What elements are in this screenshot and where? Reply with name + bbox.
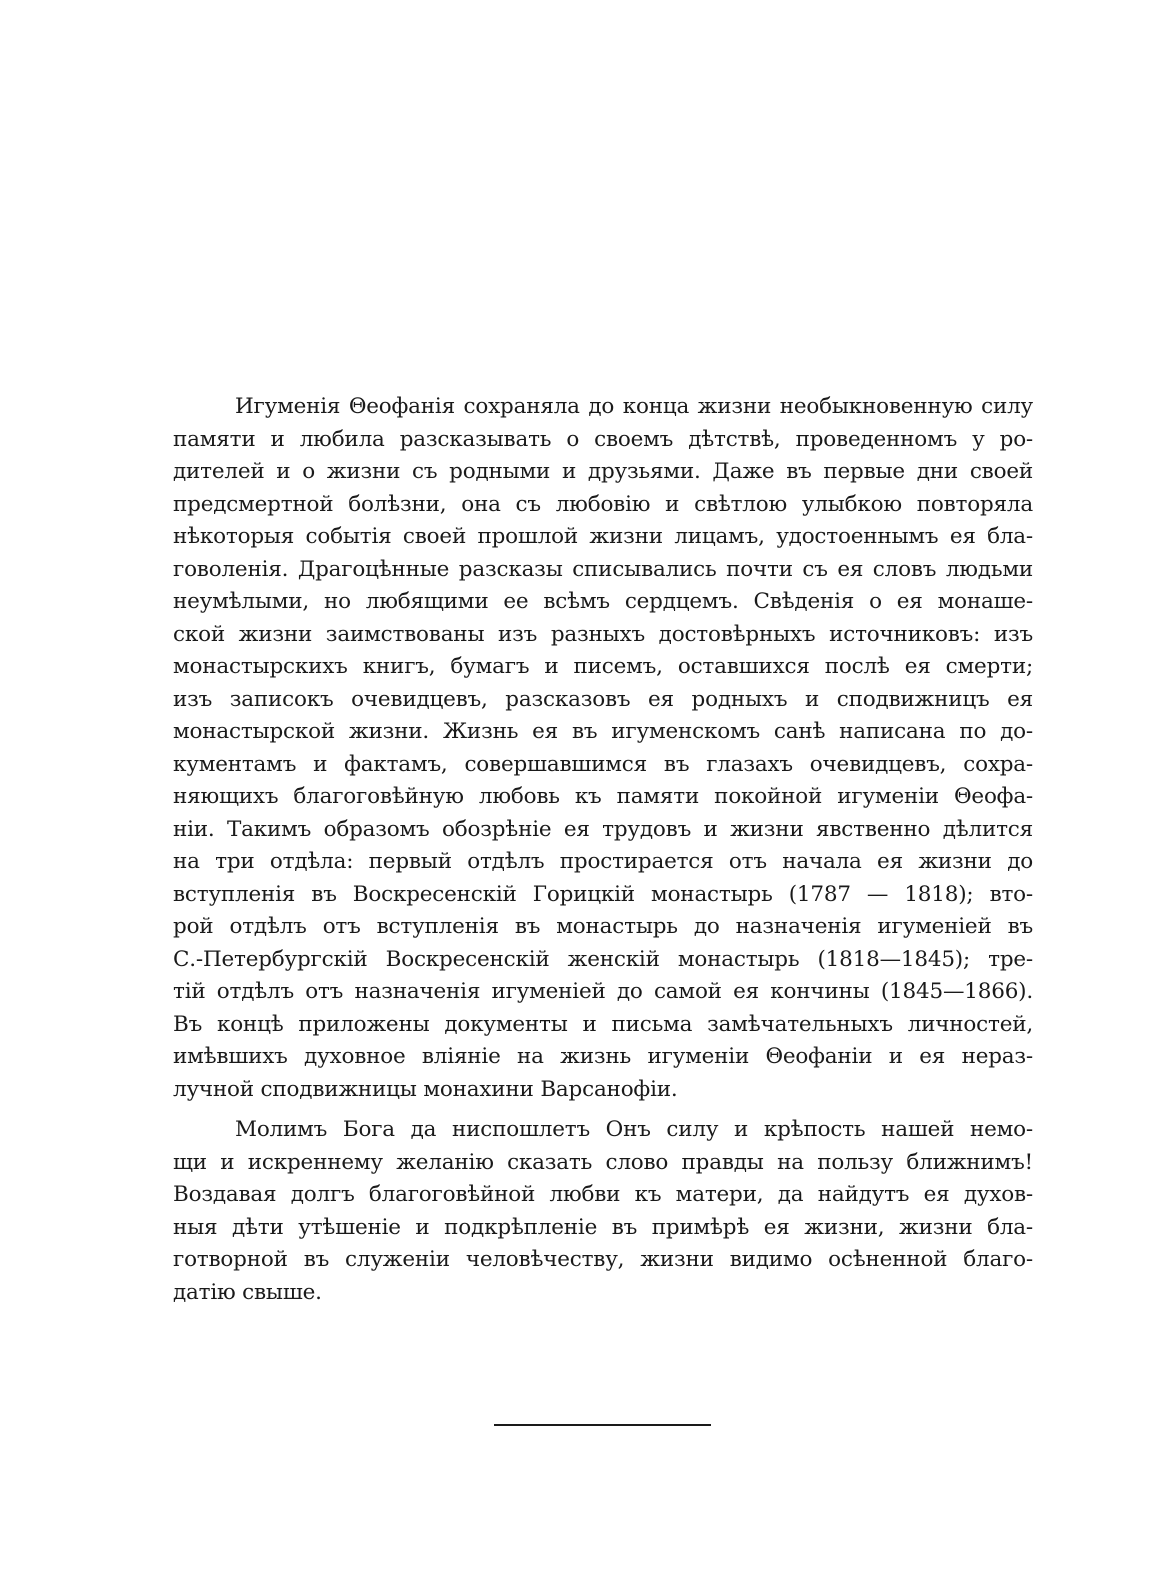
text-line: ніи. Такимъ образомъ обозрѣніе ея трудовъ и жизни явственно дѣлится [173, 816, 1033, 842]
text-line: монастырской жизни. Жизнь ея въ игуменскомъ санѣ написана по до- [173, 719, 1033, 744]
text-line: няющихъ благоговѣйную любовь къ памяти покойной игуменіи Θеофа- [173, 784, 1033, 809]
paragraph-2 [173, 1114, 1033, 1309]
text-line: Игуменія Θеофанія сохраняла до конца жизни необыкновенную силу [235, 394, 1033, 419]
text-line: нѣкоторыя событія своей прошлой жизни лицамъ, удостоеннымъ ея бла- [173, 524, 1033, 549]
text-line: лучной сподвижницы монахини Варсанофіи. [173, 1076, 678, 1102]
text-line: изъ записокъ очевидцевъ, разсказовъ ея родныхъ и сподвижницъ ея [173, 686, 1033, 712]
text-line: тій отдѣлъ отъ назначенія игуменіей до самой ея кончины (1845—1866). [173, 979, 1033, 1004]
text-line: щи и искреннему желанію сказать слово правды на пользу ближнимъ! [173, 1149, 1033, 1175]
text-line: Воздавая долгъ благоговѣйной любви къ матери, да найдутъ ея духов- [173, 1182, 1033, 1207]
text-line: кументамъ и фактамъ, совершавшимся въ глазахъ очевидцевъ, сохра- [173, 751, 1033, 777]
text-line: памяти и любила разсказывать о своемъ дѣтствѣ, проведенномъ у ро- [173, 426, 1033, 452]
section-divider [494, 1424, 711, 1426]
text-line: монастырскихъ книгъ, бумагъ и писемъ, оставшихся послѣ ея смерти; [173, 654, 1033, 679]
text-line: вступленія въ Воскресенскій Горицкій монастырь (1787 — 1818); вто- [173, 881, 1033, 907]
text-line: дителей и о жизни съ родными и друзьями. Даже въ первые дни своей [173, 459, 1033, 484]
paragraph-1 [173, 391, 1033, 1106]
text-line: на три отдѣла: первый отдѣлъ простирается отъ начала ея жизни до [173, 849, 1033, 874]
body-text [173, 391, 1033, 1309]
text-line: рой отдѣлъ отъ вступленія въ монастырь до назначенія игуменіей въ [173, 914, 1033, 939]
text-line: ныя дѣти утѣшеніе и подкрѣпленіе въ примѣрѣ ея жизни, жизни бла- [173, 1214, 1033, 1240]
text-line: имѣвшихъ духовное вліяніе на жизнь игуменіи Θеофаніи и ея нераз- [173, 1044, 1033, 1069]
paragraph-gap [173, 1106, 1033, 1114]
text-line: Въ концѣ приложены документы и письма замѣчательныхъ личностей, [173, 1011, 1033, 1037]
text-line: предсмертной болѣзни, она съ любовію и свѣтлою улыбкою повторяла [173, 491, 1033, 517]
text-line: датію свыше. [173, 1279, 322, 1305]
text-line: говоленія. Драгоцѣнные разсказы списывались почти съ ея словъ людьми [173, 556, 1033, 582]
text-line: ской жизни заимствованы изъ разныхъ достовѣрныхъ источниковъ: изъ [173, 621, 1033, 647]
text-line: Молимъ Бога да ниспошлетъ Онъ силу и крѣпость нашей немо- [235, 1117, 1033, 1142]
text-line: неумѣлыми, но любящими ее всѣмъ сердцемъ. Свѣденія о ея монаше- [173, 589, 1033, 614]
text-line: С.-Петербургскій Воскресенскій женскій монастырь (1818—1845); тре- [173, 946, 1033, 972]
text-line: готворной въ служеніи человѣчеству, жизни видимо осѣненной благо- [173, 1247, 1033, 1272]
